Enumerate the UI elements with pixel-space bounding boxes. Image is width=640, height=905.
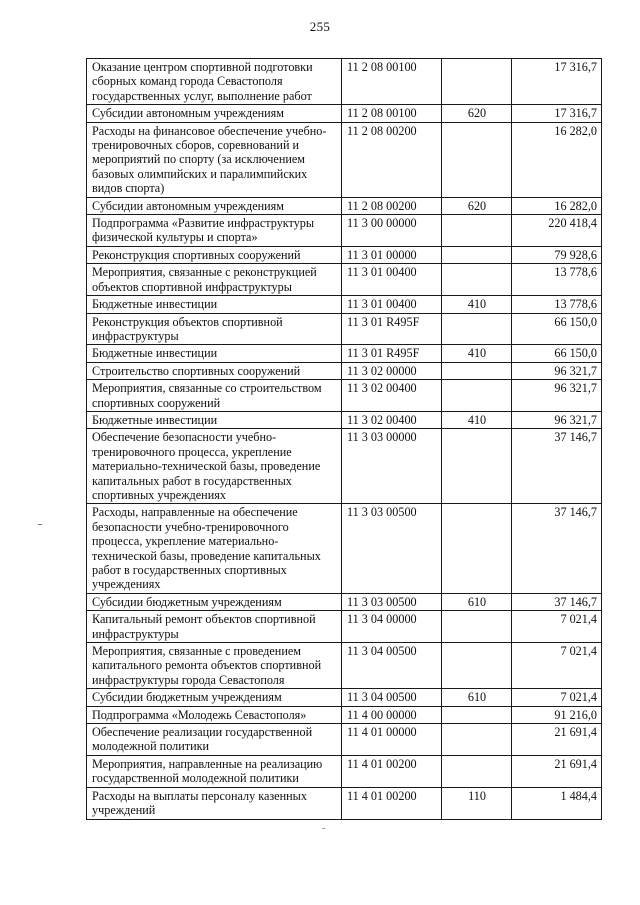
- target-code-cell: 11 3 04 00500: [342, 689, 442, 706]
- target-code-cell: 11 2 08 00100: [342, 59, 442, 105]
- table-row: [87, 504, 602, 593]
- expense-type-cell: 410: [442, 411, 512, 428]
- table-row: [87, 411, 602, 428]
- amount-cell: 17 316,7: [512, 105, 602, 122]
- target-code-cell: 11 4 01 00200: [342, 787, 442, 819]
- amount-cell: 96 321,7: [512, 411, 602, 428]
- expense-name-cell: Реконструкция объектов спортивной инфраструктуры: [87, 313, 342, 345]
- expense-name-cell: Мероприятия, направленные на реализацию государственной молодежной политики: [87, 755, 342, 787]
- amount-cell: 37 146,7: [512, 429, 602, 504]
- amount-cell: 7 021,4: [512, 611, 602, 643]
- expense-type-cell: [442, 264, 512, 296]
- page-number: 255: [309, 19, 331, 34]
- expense-type-cell: 110: [442, 787, 512, 819]
- amount-cell: 13 778,6: [512, 296, 602, 313]
- expense-name-cell: Расходы на финансовое обеспечение учебно-тренировочных сборов, соревнований и мероприятий по спорту (за исключением базовых олимпийских и паралимпийских видов спорта): [87, 122, 342, 197]
- amount-cell: 21 691,4: [512, 724, 602, 756]
- target-code-cell: 11 4 01 00000: [342, 724, 442, 756]
- expense-type-cell: 410: [442, 345, 512, 362]
- expense-type-cell: [442, 706, 512, 723]
- target-code-cell: 11 3 03 00500: [342, 593, 442, 610]
- expense-name-cell: Субсидии бюджетным учреждениям: [87, 689, 342, 706]
- expense-name-cell: Бюджетные инвестиции: [87, 296, 342, 313]
- expense-type-cell: [442, 59, 512, 105]
- expense-name-cell: Бюджетные инвестиции: [87, 345, 342, 362]
- target-code-cell: 11 3 01 00000: [342, 246, 442, 263]
- budget-table-body: [87, 59, 602, 820]
- expense-type-cell: [442, 362, 512, 379]
- amount-cell: 96 321,7: [512, 362, 602, 379]
- table-row: [87, 264, 602, 296]
- table-row: [87, 689, 602, 706]
- expense-type-cell: [442, 215, 512, 247]
- table-row: [87, 593, 602, 610]
- expense-type-cell: [442, 643, 512, 689]
- amount-cell: 1 484,4: [512, 787, 602, 819]
- expense-name-cell: Субсидии автономным учреждениям: [87, 197, 342, 214]
- target-code-cell: 11 3 02 00000: [342, 362, 442, 379]
- target-code-cell: 11 2 08 00200: [342, 197, 442, 214]
- expense-type-cell: [442, 246, 512, 263]
- table-row: [87, 105, 602, 122]
- amount-cell: 37 146,7: [512, 504, 602, 593]
- amount-cell: 37 146,7: [512, 593, 602, 610]
- target-code-cell: 11 2 08 00200: [342, 122, 442, 197]
- target-code-cell: 11 3 01 R495F: [342, 313, 442, 345]
- expense-name-cell: Капитальный ремонт объектов спортивной инфраструктуры: [87, 611, 342, 643]
- target-code-cell: 11 3 01 R495F: [342, 345, 442, 362]
- amount-cell: 96 321,7: [512, 380, 602, 412]
- table-row: [87, 643, 602, 689]
- target-code-cell: 11 3 03 00500: [342, 504, 442, 593]
- table-row: [87, 215, 602, 247]
- expense-name-cell: Подпрограмма «Развитие инфраструктуры физической культуры и спорта»: [87, 215, 342, 247]
- target-code-cell: 11 3 04 00000: [342, 611, 442, 643]
- expense-type-cell: [442, 429, 512, 504]
- amount-cell: 66 150,0: [512, 345, 602, 362]
- target-code-cell: 11 3 03 00000: [342, 429, 442, 504]
- table-row: [87, 59, 602, 105]
- expense-type-cell: 410: [442, 296, 512, 313]
- expense-type-cell: [442, 755, 512, 787]
- target-code-cell: 11 3 01 00400: [342, 296, 442, 313]
- expense-type-cell: [442, 611, 512, 643]
- target-code-cell: 11 3 02 00400: [342, 411, 442, 428]
- expense-type-cell: 620: [442, 197, 512, 214]
- target-code-cell: 11 3 01 00400: [342, 264, 442, 296]
- expense-name-cell: Подпрограмма «Молодежь Севастополя»: [87, 706, 342, 723]
- table-row: [87, 296, 602, 313]
- expense-name-cell: Строительство спортивных сооружений: [87, 362, 342, 379]
- expense-name-cell: Бюджетные инвестиции: [87, 411, 342, 428]
- target-code-cell: 11 3 02 00400: [342, 380, 442, 412]
- target-code-cell: 11 3 04 00500: [342, 643, 442, 689]
- amount-cell: 66 150,0: [512, 313, 602, 345]
- margin-dot: [322, 828, 325, 829]
- amount-cell: 16 282,0: [512, 197, 602, 214]
- target-code-cell: 11 3 00 00000: [342, 215, 442, 247]
- amount-cell: 220 418,4: [512, 215, 602, 247]
- amount-cell: 21 691,4: [512, 755, 602, 787]
- amount-cell: 17 316,7: [512, 59, 602, 105]
- budget-table: [86, 58, 602, 820]
- expense-name-cell: Оказание центром спортивной подготовки сборных команд города Севастополя государственных услуг, выполнение работ: [87, 59, 342, 105]
- expense-type-cell: 620: [442, 105, 512, 122]
- table-row: [87, 755, 602, 787]
- amount-cell: 7 021,4: [512, 689, 602, 706]
- expense-name-cell: Расходы, направленные на обеспечение безопасности учебно-тренировочного процесса, укрепление материально-технической базы, проведение капитальных работ в государственных спортивных учреждениях: [87, 504, 342, 593]
- expense-name-cell: Мероприятия, связанные с реконструкцией объектов спортивной инфраструктуры: [87, 264, 342, 296]
- expense-name-cell: Мероприятия, связанные с проведением капитального ремонта объектов спортивной инфраструктуры города Севастополя: [87, 643, 342, 689]
- expense-name-cell: Мероприятия, связанные со строительством спортивных сооружений: [87, 380, 342, 412]
- expense-name-cell: Обеспечение безопасности учебно-тренировочного процесса, укрепление материально-технической базы, проведение капитальных работ в государственных спортивных учреждениях: [87, 429, 342, 504]
- target-code-cell: 11 2 08 00100: [342, 105, 442, 122]
- expense-name-cell: Расходы на выплаты персоналу казенных учреждений: [87, 787, 342, 819]
- table-row: [87, 313, 602, 345]
- expense-name-cell: Субсидии автономным учреждениям: [87, 105, 342, 122]
- table-row: [87, 197, 602, 214]
- amount-cell: 91 216,0: [512, 706, 602, 723]
- table-row: [87, 362, 602, 379]
- table-row: [87, 246, 602, 263]
- table-row: [87, 787, 602, 819]
- amount-cell: 7 021,4: [512, 643, 602, 689]
- expense-type-cell: 610: [442, 593, 512, 610]
- table-row: [87, 345, 602, 362]
- expense-type-cell: [442, 724, 512, 756]
- expense-name-cell: Реконструкция спортивных сооружений: [87, 246, 342, 263]
- expense-type-cell: [442, 504, 512, 593]
- table-row: [87, 429, 602, 504]
- expense-type-cell: 610: [442, 689, 512, 706]
- table-row: [87, 706, 602, 723]
- amount-cell: 79 928,6: [512, 246, 602, 263]
- expense-name-cell: Обеспечение реализации государственной молодежной политики: [87, 724, 342, 756]
- expense-type-cell: [442, 313, 512, 345]
- amount-cell: 13 778,6: [512, 264, 602, 296]
- expense-type-cell: [442, 380, 512, 412]
- table-row: [87, 122, 602, 197]
- expense-name-cell: Субсидии бюджетным учреждениям: [87, 593, 342, 610]
- target-code-cell: 11 4 00 00000: [342, 706, 442, 723]
- amount-cell: 16 282,0: [512, 122, 602, 197]
- expense-type-cell: [442, 122, 512, 197]
- table-row: [87, 611, 602, 643]
- margin-mark: [38, 524, 42, 525]
- table-row: [87, 724, 602, 756]
- target-code-cell: 11 4 01 00200: [342, 755, 442, 787]
- table-row: [87, 380, 602, 412]
